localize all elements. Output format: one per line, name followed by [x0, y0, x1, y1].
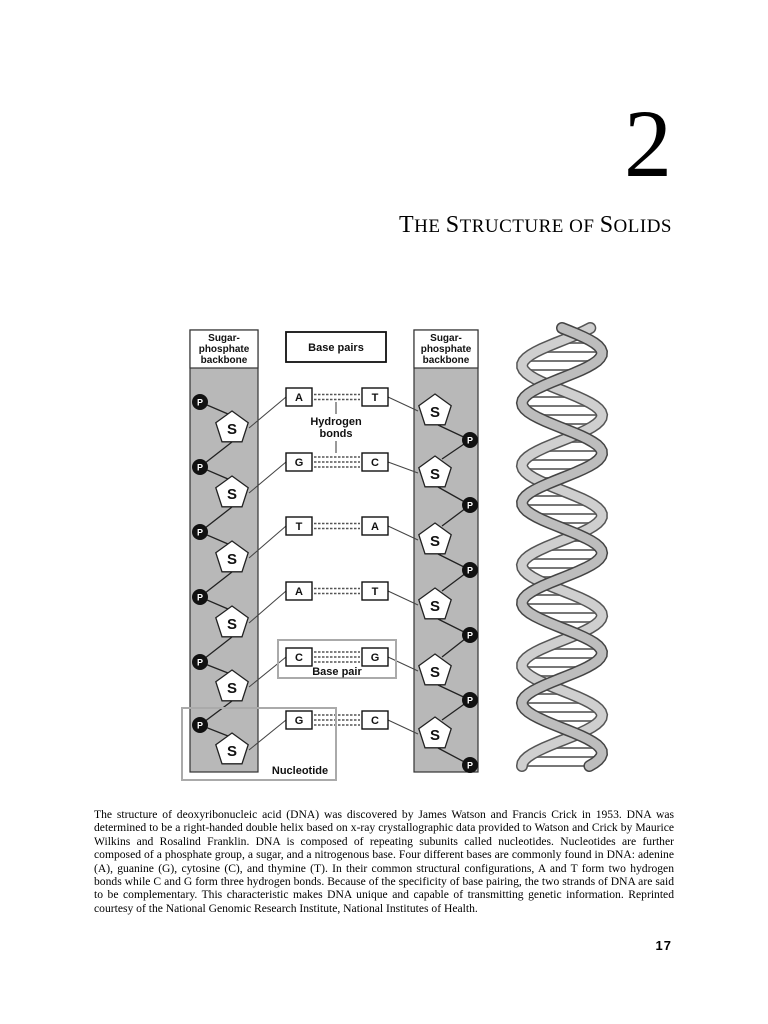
- dna-structure-figure: [0, 320, 768, 790]
- base-letter-right: G: [370, 652, 380, 664]
- chapter-title-part: OLIDS: [613, 216, 672, 237]
- base-letter-left: A: [295, 586, 303, 598]
- base-letter-right: T: [371, 586, 379, 598]
- right-backbone-label: phosphate: [420, 344, 472, 355]
- chapter-title: [399, 212, 672, 239]
- left-backbone-label: Sugar-: [208, 333, 240, 344]
- chapter-title-part: TRUCTURE OF: [459, 216, 600, 237]
- hydrogen-bonds-label: bonds: [319, 428, 353, 440]
- phosphate-label: P: [196, 592, 204, 603]
- hydrogen-bonds-label: Hydrogen: [310, 416, 362, 428]
- page-number: 17: [655, 938, 672, 953]
- base-letter-left: G: [294, 715, 304, 727]
- phosphate-label: P: [466, 630, 474, 641]
- base-letter-left: C: [295, 652, 303, 664]
- sugar-label: S: [429, 466, 441, 483]
- phosphate-label: P: [466, 565, 474, 576]
- base-letter-right: C: [371, 457, 379, 469]
- chapter-title-part: T: [399, 212, 415, 238]
- base-pairs-label: Base pairs: [308, 342, 364, 354]
- base-letter-left: T: [295, 521, 303, 533]
- left-backbone-label: phosphate: [198, 344, 250, 355]
- sugar-label: S: [226, 551, 238, 568]
- chapter-number: 2: [624, 90, 672, 197]
- sugar-label: S: [226, 421, 238, 438]
- right-backbone-label: backbone: [422, 355, 470, 366]
- base-letter-left: A: [295, 392, 303, 404]
- sugar-label: S: [226, 486, 238, 503]
- phosphate-label: P: [466, 435, 474, 446]
- phosphate-label: P: [196, 527, 204, 538]
- sugar-label: S: [226, 680, 238, 697]
- phosphate-label: P: [466, 500, 474, 511]
- base-pair-label: Base pair: [312, 666, 362, 678]
- base-letter-left: G: [294, 457, 304, 469]
- sugar-label: S: [429, 598, 441, 615]
- figure-caption: The structure of deoxyribonucleic acid (DNA) was discovered by James Watson and Francis Crick in 1953. DNA was determined to be a right-handed double helix based on x-ray crystallographic data provided to Watson and Crick by Maurice Wilkins and Rosalind Franklin. DNA is composed of repeating subunits called nucleotides. Nucleotides are further composed of a phosphate group, a sugar, and a nitrogenous base. Four different bases are commonly found in DNA: adenine (A), guanine (G), cytosine (C), and thymine (T). In their common structural configurations, A and T form two hydrogen bonds while C and G form three hydrogen bonds. Because of the specificity of base pairing, the two strands of DNA are said to be complementary. This characteristic makes DNA unique and capable of transmitting genetic information. Reprinted courtesy of the National Genomic Research Institute, National Institutes of Health.: [94, 808, 674, 915]
- phosphate-label: P: [196, 657, 204, 668]
- sugar-label: S: [429, 664, 441, 681]
- chapter-title-part: HE: [414, 216, 446, 237]
- nucleotide-label: Nucleotide: [271, 765, 329, 777]
- phosphate-label: P: [196, 462, 204, 473]
- base-letter-right: C: [371, 715, 379, 727]
- base-letter-right: T: [371, 392, 379, 404]
- left-backbone-label: backbone: [200, 355, 248, 366]
- chapter-title-part: S: [599, 212, 614, 238]
- sugar-label: S: [429, 727, 441, 744]
- phosphate-label: P: [196, 720, 204, 731]
- phosphate-label: P: [466, 760, 474, 771]
- base-letter-right: A: [371, 521, 379, 533]
- right-backbone-label: Sugar-: [430, 333, 462, 344]
- phosphate-label: P: [196, 397, 204, 408]
- chapter-title-part: S: [445, 212, 460, 238]
- sugar-label: S: [226, 616, 238, 633]
- sugar-label: S: [429, 404, 441, 421]
- sugar-label: S: [226, 743, 238, 760]
- sugar-label: S: [429, 533, 441, 550]
- phosphate-label: P: [466, 695, 474, 706]
